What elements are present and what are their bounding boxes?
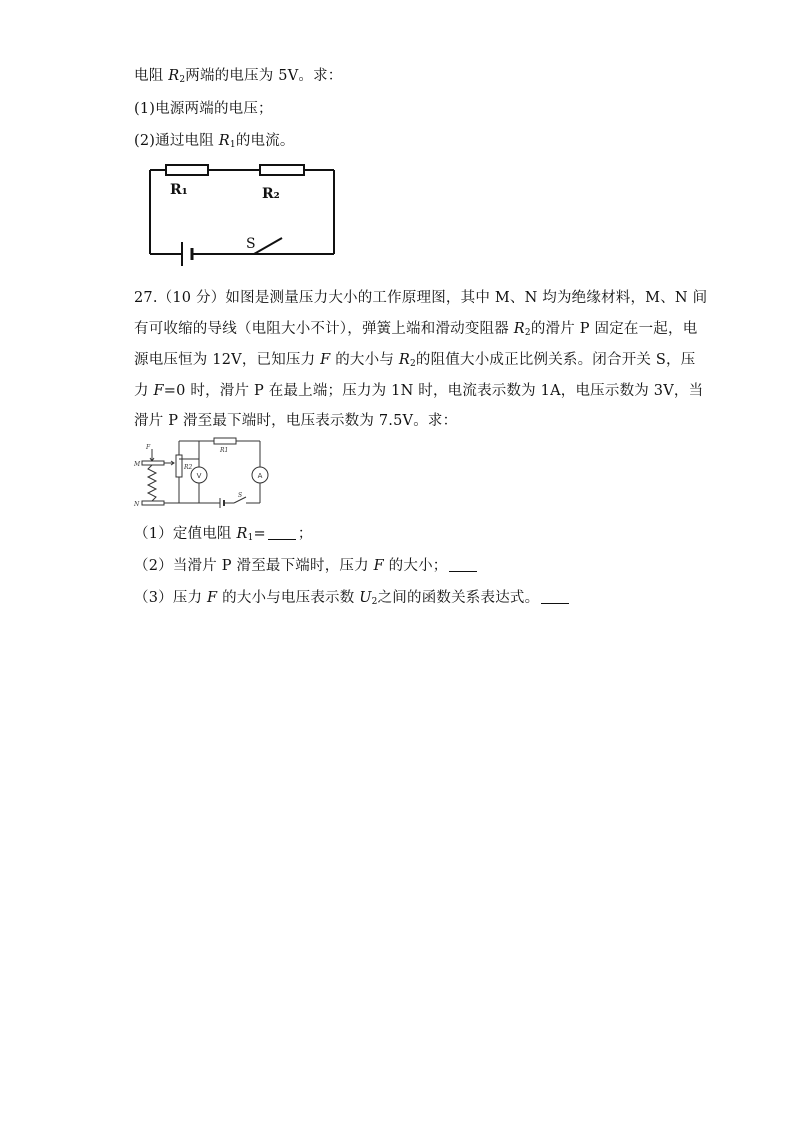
label-voltmeter: V xyxy=(196,472,202,480)
var: F xyxy=(320,352,331,368)
answer-blank[interactable] xyxy=(541,590,569,604)
text: 的阻值大小成正比例关系。闭合开关 S，压 xyxy=(415,352,696,368)
text: 力 xyxy=(134,383,154,399)
text: ； xyxy=(297,526,313,542)
spring xyxy=(148,465,156,501)
label-r2: R2 xyxy=(184,464,193,471)
var: R xyxy=(168,68,180,84)
var: R xyxy=(218,133,230,149)
label-n: N xyxy=(134,501,140,508)
label-r2: R₂ xyxy=(262,186,280,202)
resistor-r1 xyxy=(166,165,208,175)
rheostat-r2 xyxy=(176,455,182,477)
text: 的电流。 xyxy=(235,133,295,149)
text: （1）定值电阻 xyxy=(134,526,237,542)
text: (2)通过电阻 xyxy=(134,133,219,149)
answer-blank[interactable] xyxy=(449,558,477,572)
prev-q1: (1)电源两端的电压； xyxy=(134,101,273,117)
sub: 2 xyxy=(409,359,416,369)
q27-line2 xyxy=(134,320,697,342)
text: 源电压恒为 12V，已知压力 xyxy=(134,352,321,368)
q27-sub3 xyxy=(134,589,571,611)
label-ammeter: A xyxy=(257,472,263,480)
switch-lever xyxy=(254,238,282,254)
text: （2）当滑片 P 滑至最下端时，压力 xyxy=(134,558,374,574)
series-circuit-diagram xyxy=(146,160,346,270)
text: 的滑片 P 固定在一起，电 xyxy=(530,321,698,337)
q27-line3 xyxy=(134,351,695,373)
label-m: M xyxy=(134,461,141,468)
text: 之间的函数关系表达式。 xyxy=(377,590,540,606)
text: =0 时，滑片 P 在最上端；压力为 1N 时，电流表示数为 1A，电压示数为 3V，当 xyxy=(163,383,704,399)
text: 的大小； xyxy=(383,558,448,574)
plate-n xyxy=(142,501,164,505)
label-switch: S xyxy=(238,492,243,499)
var: R xyxy=(398,352,410,368)
q27-sub2 xyxy=(134,557,479,575)
var: F xyxy=(153,383,164,399)
answer-blank[interactable] xyxy=(268,526,296,540)
resistor-r1 xyxy=(214,438,236,444)
prev-intro xyxy=(134,67,343,89)
sub: 2 xyxy=(524,328,531,338)
text: （3）压力 xyxy=(134,590,208,606)
var: F xyxy=(373,558,384,574)
text: 电阻 xyxy=(134,68,169,84)
q27-line5: 滑片 P 滑至最下端时，电压表示数为 7.5V。求： xyxy=(134,413,458,429)
text: 的大小与 xyxy=(330,352,399,368)
sub: 2 xyxy=(371,597,378,607)
var: U xyxy=(359,590,372,606)
label-r1: R₁ xyxy=(170,182,188,198)
pressure-circuit-diagram xyxy=(132,435,282,515)
sub: 1 xyxy=(247,533,254,543)
sub: 1 xyxy=(229,140,236,150)
text: 的大小与电压表示数 xyxy=(217,590,360,606)
q27-line1: 27.（10 分）如图是测量压力大小的工作原理图，其中 M、N 均为绝缘材料，M、N 间 xyxy=(134,290,708,306)
label-switch: S xyxy=(246,236,256,252)
sub: 2 xyxy=(179,75,186,85)
var: R xyxy=(513,321,525,337)
plate-m xyxy=(142,461,164,465)
var: F xyxy=(207,590,218,606)
var: R xyxy=(236,526,248,542)
label-r1: R1 xyxy=(220,447,229,454)
text: 两端的电压为 5V。求： xyxy=(185,68,343,84)
q27-sub1 xyxy=(134,525,313,547)
label-force: F xyxy=(146,444,151,451)
resistor-r2 xyxy=(260,165,304,175)
prev-q2 xyxy=(134,132,295,154)
text: 有可收缩的导线（电阻大小不计），弹簧上端和滑动变阻器 xyxy=(134,321,514,337)
q27-line4 xyxy=(134,382,703,400)
text: = xyxy=(253,526,266,542)
